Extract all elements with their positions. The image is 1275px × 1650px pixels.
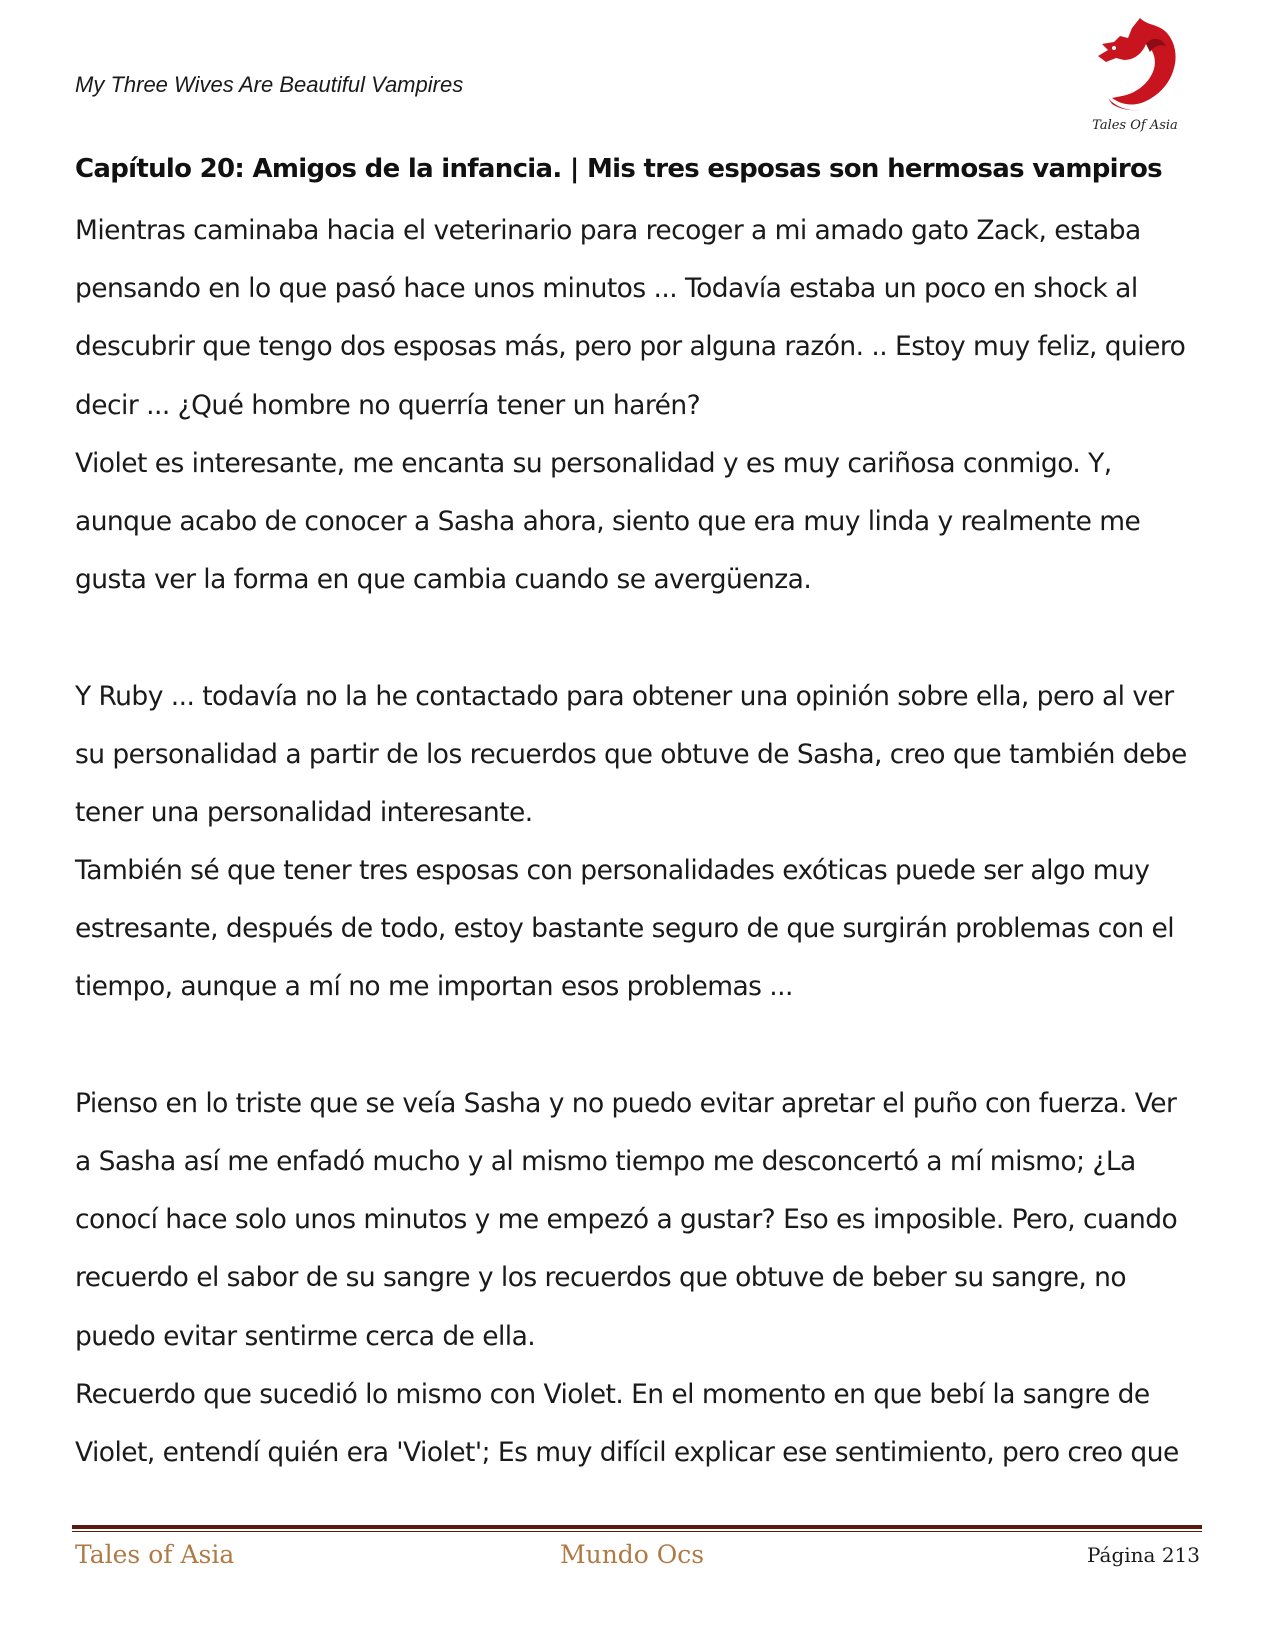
text-line: Pienso en lo triste que se veía Sasha y no puedo evitar apretar el puño con fuerza. Ver	[75, 1087, 1177, 1119]
paragraph-gap	[75, 1017, 1205, 1075]
chapter-title: Capítulo 20: Amigos de la infancia. | Mis tres esposas son hermosas vampiros	[75, 154, 1162, 184]
text-line: Mientras caminaba hacia el veterinario para recoger a mi amado gato Zack, estaba	[75, 215, 1141, 246]
text-line: puedo evitar sentirme cerca de ella.	[75, 1320, 536, 1352]
chapter-body	[75, 202, 1205, 1482]
red-dragon-icon	[1088, 14, 1182, 118]
paragraph-gap	[75, 609, 1205, 667]
text-line: También sé que tener tres esposas con personalidades exóticas puede ser algo muy	[75, 855, 1150, 887]
text-line: descubrir que tengo dos esposas más, pero por alguna razón. .. Estoy muy feliz, quiero	[75, 331, 1186, 363]
text-line: aunque acabo de conocer a Sasha ahora, siento que era muy linda y realmente me	[75, 505, 1141, 537]
text-line: tiempo, aunque a mí no me importan esos problemas ...	[75, 971, 793, 1003]
publisher-logo	[1080, 14, 1190, 138]
text-line: a Sasha así me enfadó mucho y al mismo tiempo me desconcertó a mí mismo; ¿La	[75, 1146, 1136, 1177]
footer-publisher: Tales of Asia	[75, 1540, 235, 1569]
text-line: pensando en lo que pasó hace unos minutos ... Todavía estaba un poco en shock al	[75, 273, 1138, 305]
text-line: Recuerdo que sucedió lo mismo con Violet. En el momento en que bebí la sangre de	[75, 1378, 1150, 1410]
book-title: My Three Wives Are Beautiful Vampires	[75, 72, 464, 97]
text-line: recuerdo el sabor de su sangre y los recuerdos que obtuve de beber su sangre, no	[75, 1262, 1127, 1294]
text-line: estresante, después de todo, estoy bastante seguro de que surgirán problemas con el	[75, 913, 1175, 945]
logo-text: Tales Of Asia	[1092, 118, 1178, 133]
page-number: Página 213	[1086, 1543, 1200, 1567]
text-line: Y Ruby ... todavía no la he contactado para obtener una opinión sobre ella, pero al ver	[75, 680, 1174, 712]
text-line: tener una personalidad interesante.	[75, 796, 533, 828]
text-line: conocí hace solo unos minutos y me empezó a gustar? Eso es imposible. Pero, cuando	[75, 1204, 1178, 1236]
text-line: decir ... ¿Qué hombre no querría tener un harén?	[75, 389, 701, 421]
footer-rule-thin	[72, 1531, 1202, 1532]
footer-site: Mundo Ocs	[560, 1540, 705, 1569]
text-line: Violet, entendí quién era 'Violet'; Es muy difícil explicar ese sentimiento, pero creo que	[75, 1436, 1179, 1468]
text-line: su personalidad a partir de los recuerdos que obtuve de Sasha, creo que también debe	[75, 738, 1187, 770]
text-line: gusta ver la forma en que cambia cuando se avergüenza.	[75, 564, 812, 596]
text-line: Violet es interesante, me encanta su personalidad y es muy cariñosa conmigo. Y,	[75, 447, 1112, 479]
footer-rule	[72, 1525, 1202, 1529]
